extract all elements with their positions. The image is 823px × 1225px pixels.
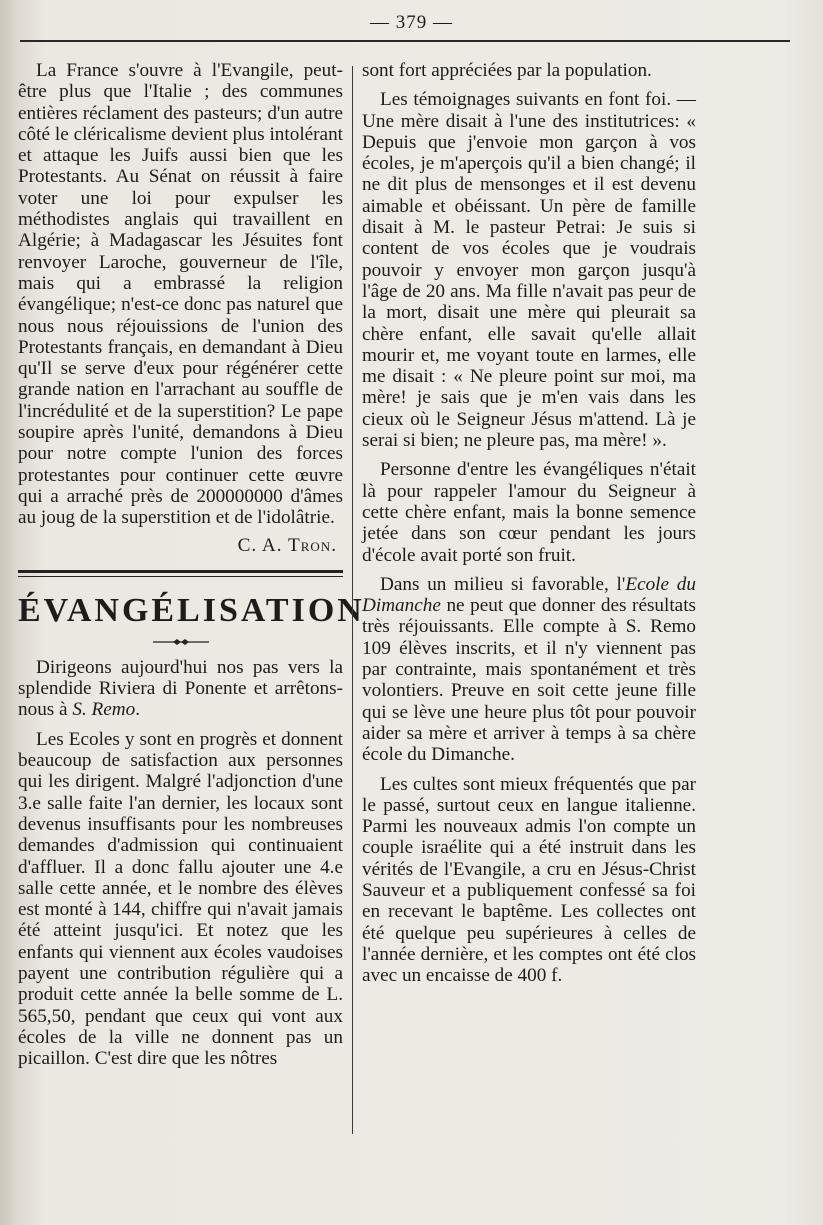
place-name-san-remo: S. Remo bbox=[72, 699, 136, 721]
left-paragraph-schools: Les Ecoles y sont en progrès et donnent beaucoup de satisfaction aux personnes qui les dirigent. Malgré l'adjonction d'une 3.e salle faite l'an dernier, les locaux sont devenus insuffisants pour les nombreuses demandes d'admission qui continuaient d'affluer. Il a donc fallu ajouter une 4.e salle cette année, et le nombre des élèves est monté à 144, chiffre qui n'avait jamais été atteint jusqu'ici. Et notez que les enfants qui viennent aux écoles vaudoises payent une contribution régulière qui a produit cette année la belle somme de L. 565,50, pendant que ceux qui vont aux écoles de la ville ne donnent pas un picaillon. C'est dire que les nôtres bbox=[18, 728, 343, 1070]
right-column bbox=[362, 60, 696, 986]
right-paragraph-sunday-school: Dans un milieu si favorable, l'Ecole du Dimanche ne peut que donner des résultats très réjouissants. Elle compte à S. Remo 109 élèves inscrits, et il n'y viennent pas par contrainte, mais spontanément et très volontiers. Preuve en soit cette jeune fille qui se lève une heure plus tôt pour pouvoir aider sa mère et arriver à temps à sa chère école du Dimanche. bbox=[362, 573, 696, 766]
right-paragraph-worship: Les cultes sont mieux fréquentés que par le passé, surtout ceux en langue italienne. Parmi les nouveaux admis l'on compte un couple israélite qui a été instruit dans les vérités de l'Evangile, a cru en Jésus-Christ Sauveur et a publiquement confessé sa foi en recevant le baptême. Les collectes ont été quelque peu supérieures à celles de l'année dernière, et les comptes ont été clos avec un encaisse de 400 f. bbox=[362, 773, 696, 987]
author-signature: C. A. Tron. bbox=[237, 534, 337, 556]
section-rule-thick bbox=[18, 570, 343, 573]
left-paragraph-san-remo: Dirigeons aujourd'hui nos pas vers la splendide Riviera di Ponente et arrêtons-nous à S. Remo. bbox=[18, 656, 343, 721]
section-title: ÉVANGÉLISATION bbox=[18, 591, 365, 629]
page-number: — 379 — bbox=[370, 12, 453, 33]
left-paragraph-france: La France s'ouvre à l'Evangile, peut-être plus que l'Italie ; des communes entières réclament des pasteurs; d'un autre côté le cléricalisme devient plus intolérant et attaque les Juifs aussi bien que les Protestants. Au Sénat on réussit à faire voter une loi pour expulser les méthodistes anglais qui travaillent en Algérie; à Madagascar les Jésuites font renvoyer Laroche, gouverneur de l'île, mais qui a embrassé la religion évangélique; n'est-ce donc pas naturel que nous nous réjouissions de l'union des Protestants français, en demandant à Dieu qu'Il se serve d'eux pour régénérer cette grande nation en l'arrachant au souffle de l'incrédulité et de la superstition? Le pape soupire après l'unité, demandons à Dieu pour notre compte l'union des forces protestantes pour continuer cette œuvre qui a arraché près de 200000000 d'âmes au joug de la superstition et de l'idolâtrie. bbox=[18, 60, 343, 529]
header-rule bbox=[20, 40, 790, 42]
column-divider bbox=[352, 66, 353, 1134]
right-paragraph-testimonies: Les témoignages suivants en font foi. — Une mère disait à l'une des institutrices: « Depuis que j'envoie mon garçon à vos écoles, je m'aperçois qu'il a bien changé; il ne dit plus de mensonges et il est devenu aimable et obéissant. Un père de famille disait à M. le pasteur Petrai: Je suis si content de vos écoles que je voudrais pouvoir y envoyer mon garçon jusqu'à l'âge de 20 ans. Ma fille n'avait pas peur de la mort, disait une mère qui pleurait sa chère enfant, elle savait qu'elle allait mourir et, me voyant toute en larmes, elle me disait : « Ne pleure point sur moi, ma mère! je sais que je m'en vais dans les cieux où le Seigneur Jésus m'attend. Là je serai si bien; ne pleure pas, ma mère! ». bbox=[362, 89, 696, 452]
ornament-divider-icon bbox=[151, 637, 211, 647]
right-paragraph-continuation: sont fort appréciées par la population. bbox=[362, 60, 652, 81]
section-rule-thin bbox=[18, 576, 343, 577]
right-paragraph-good-seed: Personne d'entre les évangéliques n'était là pour rappeler l'amour du Seigneur à cette chère enfant, mais la bonne semence jetée dans son cœur pendant les jours d'école avait porté son fruit. bbox=[362, 459, 696, 566]
sunday-school-title: Ecole du Dimanche bbox=[362, 573, 696, 617]
left-column bbox=[18, 60, 365, 1070]
